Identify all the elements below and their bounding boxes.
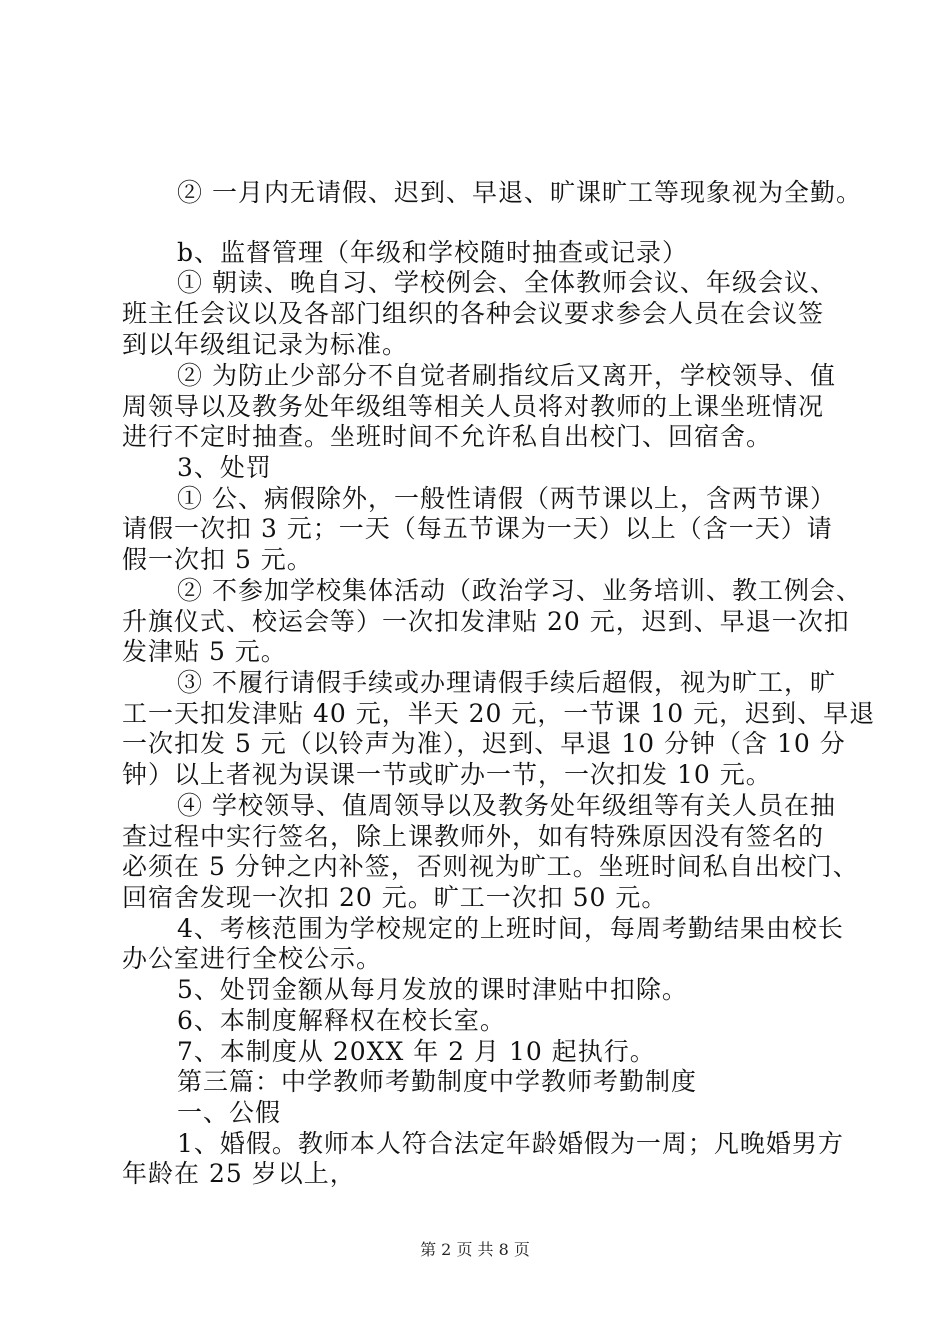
text-line: 3、处罚 (177, 453, 272, 482)
text-line: 4、考核范围为学校规定的上班时间，每周考勤结果由校长 (177, 914, 844, 943)
text-line: 请假一次扣 3 元；一天（每五节课为一天）以上（含一天）请 (122, 514, 833, 543)
text-line: 到以年级组记录为标准。 (122, 330, 409, 359)
text-line: 工一天扣发津贴 40 元，半天 20 元，一节课 10 元，迟到、早退 (122, 699, 876, 728)
text-line: 办公室进行全校公示。 (122, 944, 383, 973)
text-line: ② 不参加学校集体活动（政治学习、业务培训、教工例会、 (177, 576, 862, 605)
text-line: ① 朝读、晚自习、学校例会、全体教师会议、年级会议、 (177, 268, 836, 297)
text-line: 进行不定时抽查。坐班时间不允许私自出校门、回宿舍。 (122, 422, 773, 451)
text-line: 假一次扣 5 元。 (122, 545, 313, 574)
text-line: b、监督管理（年级和学校随时抽查或记录） (177, 238, 689, 267)
text-line: ① 公、病假除外，一般性请假（两节课以上，含两节课） (177, 484, 836, 513)
text-line: ② 为防止少部分不自觉者刷指纹后又离开，学校领导、值 (177, 361, 836, 390)
text-line: 周领导以及教务处年级组等相关人员将对教师的上课坐班情况 (122, 392, 825, 421)
text-line: ④ 学校领导、值周领导以及教务处年级组等有关人员在抽 (177, 791, 836, 820)
text-line: ② 一月内无请假、迟到、早退、旷课旷工等现象视为全勤。 (177, 178, 862, 207)
text-line: 班主任会议以及各部门组织的各种会议要求参会人员在会议签 (122, 299, 825, 328)
text-line: 7、本制度从 20XX 年 2 月 10 起执行。 (177, 1037, 656, 1066)
text-line: 6、本制度解释权在校长室。 (177, 1006, 506, 1035)
text-line: 必须在 5 分钟之内补签，否则视为旷工。坐班时间私自出校门、 (122, 852, 859, 881)
text-line: 一次扣发 5 元（以铃声为准），迟到、早退 10 分钟（含 10 分 (122, 729, 846, 758)
text-line: 回宿舍发现一次扣 20 元。旷工一次扣 50 元。 (122, 883, 668, 912)
text-line: 钟）以上者视为误课一节或旷办一节，一次扣发 10 元。 (122, 760, 772, 789)
text-line: 年龄在 25 岁以上， (122, 1159, 356, 1188)
text-line: 发津贴 5 元。 (122, 637, 287, 666)
text-line: 一、公假 (177, 1098, 282, 1127)
page-number-footer: 第 2 页 共 8 页 (420, 1240, 530, 1259)
text-line: ③ 不履行请假手续或办理请假手续后超假，视为旷工，旷 (177, 668, 836, 697)
text-line: 升旗仪式、校运会等）一次扣发津贴 20 元，迟到、早退一次扣 (122, 607, 850, 636)
text-line: 第三篇：中学教师考勤制度中学教师考勤制度 (177, 1067, 698, 1096)
text-line: 1、婚假。教师本人符合法定年龄婚假为一周；凡晚婚男方 (177, 1129, 844, 1158)
text-line: 查过程中实行签名，除上课教师外，如有特殊原因没有签名的 (122, 822, 825, 851)
text-line: 5、处罚金额从每月发放的课时津贴中扣除。 (177, 975, 688, 1004)
